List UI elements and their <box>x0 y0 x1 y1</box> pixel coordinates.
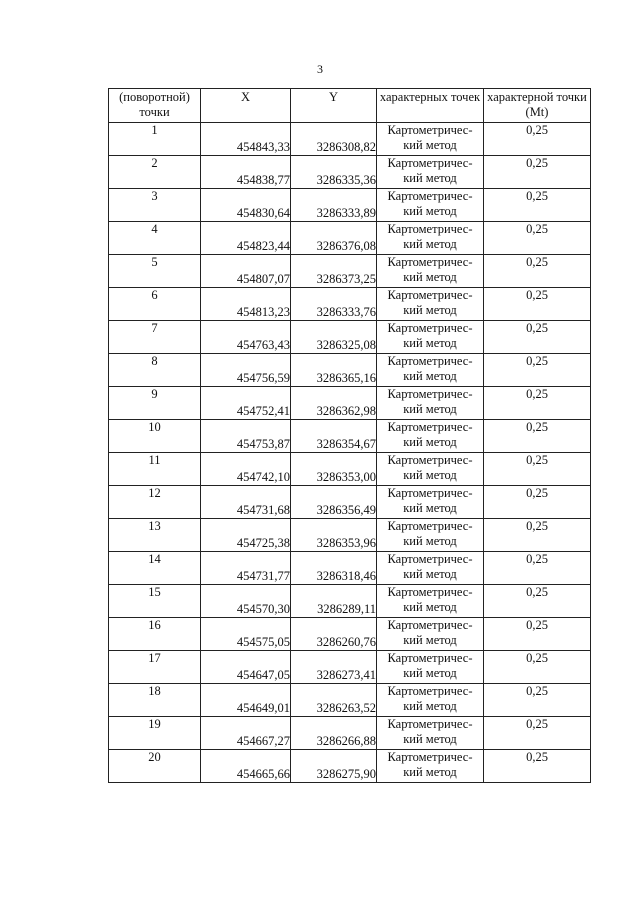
table-row <box>109 222 591 255</box>
x-coordinate-cell: 454838,77 <box>201 156 291 189</box>
method-cell <box>377 651 484 684</box>
y-coordinate-cell: 3286353,00 <box>291 453 377 486</box>
x-coordinate-cell: 454731,68 <box>201 486 291 519</box>
y-coordinate-cell: 3286353,96 <box>291 519 377 552</box>
y-coordinate-cell: 3286376,08 <box>291 222 377 255</box>
point-number-cell: 8 <box>109 354 201 387</box>
header-point-number: (поворотной) точки <box>109 89 201 123</box>
method-cell <box>377 585 484 618</box>
method-cell <box>377 222 484 255</box>
method-line-2: кий метод <box>403 204 457 218</box>
y-coordinate-cell: 3286335,36 <box>291 156 377 189</box>
method-line-2: кий метод <box>403 633 457 647</box>
method-line-1: Картометричес- <box>387 189 473 203</box>
point-number-cell: 2 <box>109 156 201 189</box>
mt-cell: 0,25 <box>484 189 591 222</box>
y-coordinate-cell: 3286373,25 <box>291 255 377 288</box>
table-row <box>109 321 591 354</box>
method-line-2: кий метод <box>403 468 457 482</box>
table-row <box>109 156 591 189</box>
method-line-2: кий метод <box>403 699 457 713</box>
method-cell <box>377 486 484 519</box>
x-coordinate-cell: 454570,30 <box>201 585 291 618</box>
y-coordinate-cell: 3286354,67 <box>291 420 377 453</box>
method-line-2: кий метод <box>403 666 457 680</box>
header-row <box>109 89 591 123</box>
y-coordinate-cell: 3286333,76 <box>291 288 377 321</box>
point-number-cell: 16 <box>109 618 201 651</box>
mt-cell: 0,25 <box>484 321 591 354</box>
method-cell <box>377 288 484 321</box>
mt-cell: 0,25 <box>484 123 591 156</box>
method-cell <box>377 618 484 651</box>
method-line-1: Картометричес- <box>387 585 473 599</box>
table-row <box>109 651 591 684</box>
point-number-cell: 5 <box>109 255 201 288</box>
y-coordinate-cell: 3286275,90 <box>291 750 377 783</box>
y-coordinate-cell: 3286289,11 <box>291 585 377 618</box>
x-coordinate-cell: 454667,27 <box>201 717 291 750</box>
point-number-cell: 1 <box>109 123 201 156</box>
method-cell <box>377 420 484 453</box>
method-line-1: Картометричес- <box>387 255 473 269</box>
x-coordinate-cell: 454756,59 <box>201 354 291 387</box>
method-cell <box>377 156 484 189</box>
y-coordinate-cell: 3286266,88 <box>291 717 377 750</box>
method-line-1: Картометричес- <box>387 288 473 302</box>
x-coordinate-cell: 454753,87 <box>201 420 291 453</box>
y-coordinate-cell: 3286318,46 <box>291 552 377 585</box>
table-row <box>109 552 591 585</box>
method-line-2: кий метод <box>403 369 457 383</box>
table-row <box>109 750 591 783</box>
table-row <box>109 684 591 717</box>
point-number-cell: 3 <box>109 189 201 222</box>
table-row <box>109 618 591 651</box>
point-number-cell: 9 <box>109 387 201 420</box>
method-line-1: Картометричес- <box>387 717 473 731</box>
x-coordinate-cell: 454830,64 <box>201 189 291 222</box>
method-cell <box>377 717 484 750</box>
mt-cell: 0,25 <box>484 618 591 651</box>
method-line-1: Картометричес- <box>387 354 473 368</box>
method-line-1: Картометричес- <box>387 486 473 500</box>
table-row <box>109 123 591 156</box>
mt-cell: 0,25 <box>484 552 591 585</box>
point-number-cell: 10 <box>109 420 201 453</box>
method-line-1: Картометричес- <box>387 420 473 434</box>
mt-cell: 0,25 <box>484 420 591 453</box>
table-row <box>109 717 591 750</box>
x-coordinate-cell: 454752,41 <box>201 387 291 420</box>
method-line-2: кий метод <box>403 534 457 548</box>
method-cell <box>377 123 484 156</box>
y-coordinate-cell: 3286260,76 <box>291 618 377 651</box>
point-number-cell: 4 <box>109 222 201 255</box>
table-row <box>109 255 591 288</box>
method-cell <box>377 387 484 420</box>
method-line-1: Картометричес- <box>387 750 473 764</box>
y-coordinate-cell: 3286308,82 <box>291 123 377 156</box>
table-row <box>109 354 591 387</box>
method-line-2: кий метод <box>403 270 457 284</box>
x-coordinate-cell: 454725,38 <box>201 519 291 552</box>
method-cell <box>377 552 484 585</box>
table-row <box>109 519 591 552</box>
mt-cell: 0,25 <box>484 717 591 750</box>
method-line-1: Картометричес- <box>387 684 473 698</box>
method-cell <box>377 321 484 354</box>
method-cell <box>377 684 484 717</box>
y-coordinate-cell: 3286362,98 <box>291 387 377 420</box>
method-cell <box>377 519 484 552</box>
method-line-1: Картометричес- <box>387 387 473 401</box>
method-line-1: Картометричес- <box>387 552 473 566</box>
point-number-cell: 14 <box>109 552 201 585</box>
method-line-1: Картометричес- <box>387 321 473 335</box>
y-coordinate-cell: 3286333,89 <box>291 189 377 222</box>
mt-cell: 0,25 <box>484 387 591 420</box>
method-line-1: Картометричес- <box>387 123 473 137</box>
method-line-1: Картометричес- <box>387 156 473 170</box>
method-cell <box>377 750 484 783</box>
mt-cell: 0,25 <box>484 684 591 717</box>
y-coordinate-cell: 3286263,52 <box>291 684 377 717</box>
page-number: 3 <box>317 62 323 76</box>
mt-cell: 0,25 <box>484 519 591 552</box>
x-coordinate-cell: 454647,05 <box>201 651 291 684</box>
table-row <box>109 486 591 519</box>
y-coordinate-cell: 3286325,08 <box>291 321 377 354</box>
method-line-2: кий метод <box>403 237 457 251</box>
point-number-cell: 13 <box>109 519 201 552</box>
y-coordinate-cell: 3286273,41 <box>291 651 377 684</box>
method-line-1: Картометричес- <box>387 222 473 236</box>
header-method: характерных точек <box>377 89 484 123</box>
point-number-cell: 17 <box>109 651 201 684</box>
point-number-cell: 20 <box>109 750 201 783</box>
point-number-cell: 7 <box>109 321 201 354</box>
table-header <box>109 89 591 123</box>
method-line-1: Картометричес- <box>387 618 473 632</box>
header-y: Y <box>291 89 377 123</box>
point-number-cell: 12 <box>109 486 201 519</box>
table-row <box>109 189 591 222</box>
method-line-2: кий метод <box>403 567 457 581</box>
method-line-1: Картометричес- <box>387 453 473 467</box>
mt-cell: 0,25 <box>484 651 591 684</box>
method-cell <box>377 354 484 387</box>
coordinates-table <box>108 88 591 783</box>
point-number-cell: 19 <box>109 717 201 750</box>
mt-cell: 0,25 <box>484 354 591 387</box>
method-line-2: кий метод <box>403 600 457 614</box>
x-coordinate-cell: 454665,66 <box>201 750 291 783</box>
mt-cell: 0,25 <box>484 288 591 321</box>
mt-cell: 0,25 <box>484 585 591 618</box>
method-cell <box>377 453 484 486</box>
point-number-cell: 11 <box>109 453 201 486</box>
mt-cell: 0,25 <box>484 222 591 255</box>
mt-cell: 0,25 <box>484 255 591 288</box>
method-line-2: кий метод <box>403 732 457 746</box>
mt-cell: 0,25 <box>484 750 591 783</box>
header-x: X <box>201 89 291 123</box>
x-coordinate-cell: 454823,44 <box>201 222 291 255</box>
y-coordinate-cell: 3286365,16 <box>291 354 377 387</box>
point-number-cell: 15 <box>109 585 201 618</box>
x-coordinate-cell: 454843,33 <box>201 123 291 156</box>
table-row <box>109 288 591 321</box>
method-line-2: кий метод <box>403 435 457 449</box>
x-coordinate-cell: 454763,43 <box>201 321 291 354</box>
table-row <box>109 387 591 420</box>
point-number-cell: 6 <box>109 288 201 321</box>
x-coordinate-cell: 454575,05 <box>201 618 291 651</box>
table-row <box>109 453 591 486</box>
method-line-1: Картометричес- <box>387 651 473 665</box>
point-number-cell: 18 <box>109 684 201 717</box>
method-line-2: кий метод <box>403 303 457 317</box>
table-body <box>109 123 591 783</box>
method-line-2: кий метод <box>403 138 457 152</box>
x-coordinate-cell: 454813,23 <box>201 288 291 321</box>
method-line-1: Картометричес- <box>387 519 473 533</box>
table-row <box>109 420 591 453</box>
method-line-2: кий метод <box>403 336 457 350</box>
table-row <box>109 585 591 618</box>
header-mt: характерной точки (Mt) <box>484 89 591 123</box>
method-line-2: кий метод <box>403 765 457 779</box>
mt-cell: 0,25 <box>484 156 591 189</box>
x-coordinate-cell: 454731,77 <box>201 552 291 585</box>
y-coordinate-cell: 3286356,49 <box>291 486 377 519</box>
method-cell <box>377 189 484 222</box>
mt-cell: 0,25 <box>484 486 591 519</box>
method-line-2: кий метод <box>403 402 457 416</box>
x-coordinate-cell: 454742,10 <box>201 453 291 486</box>
method-cell <box>377 255 484 288</box>
mt-cell: 0,25 <box>484 453 591 486</box>
x-coordinate-cell: 454807,07 <box>201 255 291 288</box>
method-line-2: кий метод <box>403 171 457 185</box>
x-coordinate-cell: 454649,01 <box>201 684 291 717</box>
method-line-2: кий метод <box>403 501 457 515</box>
